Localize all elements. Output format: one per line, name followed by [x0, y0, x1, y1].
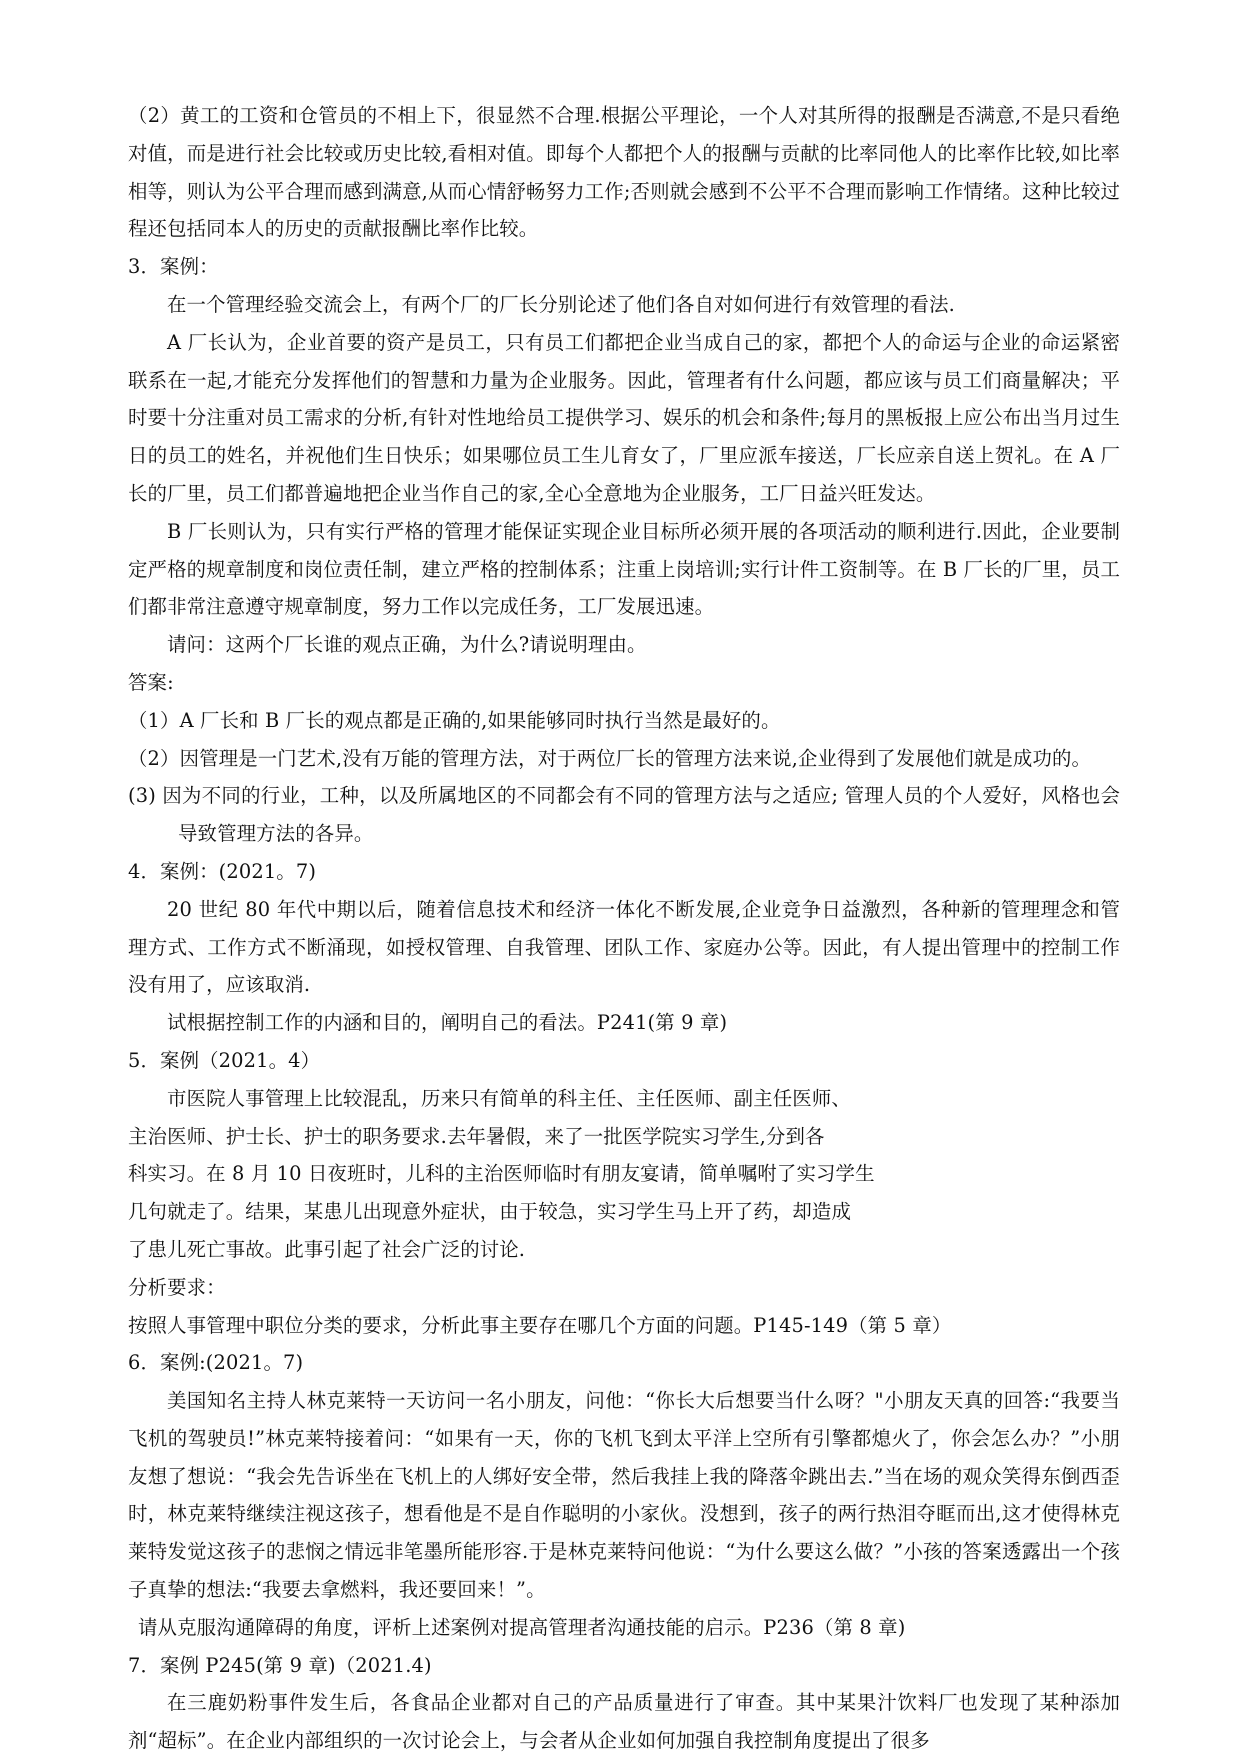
case-5-line-4: 几句就走了。结果，某患儿出现意外症状，由于较急，实习学生马上开了药，却造成 — [128, 1200, 852, 1224]
case-4-question: 试根据控制工作的内涵和目的，阐明自己的看法。P241(第 9 章) — [167, 1011, 728, 1035]
case-5-line-5: 了患儿死亡事故。此事引起了社会广泛的讨论. — [128, 1237, 526, 1261]
case-3-factory-a: A 厂长认为，企业首要的资产是员工，只有员工们都把企业当成自己的家，都把个人的命运与企业的命运紧密联系在一起,才能充分发挥他们的智慧和力量为企业服务。因此，管理者有什么问题，都应该与员工们商量解决；平时要十分注重对员工需求的分析,有针对性地给员工提供学习、娱乐的机会和条件;每月的黑板报上应公布出当月过生日的员工的姓名，并祝他们生日快乐；如果哪位员工生儿育女了，厂里应派车接送，厂长应亲自送上贺礼。在 A 厂长的厂里，员工们都普遍地把企业当作自己的家,全心全意地为企业服务，工厂日益兴旺发达。 — [128, 330, 1120, 505]
case-7-body: 在三鹿奶粉事件发生后，各食品企业都对自己的产品质量进行了审查。其中某果汁饮料厂也发现了某种添加剂“超标”。在企业内部组织的一次讨论会上，与会者从企业如何加强自我控制角度提出了很多 — [128, 1691, 1120, 1753]
analysis-requirement-label: 分析要求： — [128, 1275, 226, 1299]
analysis-requirement-text: 按照人事管理中职位分类的要求，分析此事主要存在哪几个方面的问题。P145-149（第 5 章） — [128, 1313, 952, 1337]
case-5-heading: 5．案例（2021。4） — [128, 1048, 321, 1072]
case-3-intro: 在一个管理经验交流会上，有两个厂的厂长分别论述了他们各自对如何进行有效管理的看法. — [167, 292, 955, 316]
answer-item-2: （2）因管理是一门艺术,没有万能的管理方法，对于两位厂长的管理方法来说,企业得到了发展他们就是成功的。 — [128, 746, 1092, 770]
case-3-question: 请问：这两个厂长谁的观点正确，为什么?请说明理由。 — [167, 633, 647, 657]
case-3-heading: 3．案例： — [128, 255, 219, 279]
case-7-heading: 7．案例 P245(第 9 章)（2021.4) — [128, 1653, 432, 1677]
case-5-line-2: 主治医师、护士长、护士的职务要求.去年暑假，来了一批医学院实习学生,分到各 — [128, 1124, 825, 1148]
case-6-question: 请从克服沟通障碍的角度，评析上述案例对提高管理者沟通技能的启示。P236（第 8 章) — [138, 1615, 906, 1639]
case-4-heading: 4．案例：(2021。7) — [128, 859, 317, 883]
case-4-body: 20 世纪 80 年代中期以后，随着信息技术和经济一体化不断发展,企业竞争日益激烈，各种新的管理理念和管理方式、工作方式不断涌现，如授权管理、自我管理、团队工作、家庭办公等。因此，有人提出管理中的控制工作没有用了，应该取消. — [128, 897, 1120, 997]
case-3-factory-b: B 厂长则认为，只有实行严格的管理才能保证实现企业目标所必须开展的各项活动的顺利进行.因此，企业要制定严格的规章制度和岗位责任制，建立严格的控制体系；注重上岗培训;实行计件工资制等。在 B 厂长的厂里，员工们都非常注意遵守规章制度，努力工作以完成任务，工厂发展迅速。 — [128, 519, 1120, 619]
answer-item-1: （1）A 厂长和 B 厂长的观点都是正确的,如果能够同时执行当然是最好的。 — [128, 708, 781, 732]
answer-paragraph-2: （2）黄工的工资和仓管员的不相上下，很显然不合理.根据公平理论，一个人对其所得的报酬是否满意,不是只看绝对值，而是进行社会比较或历史比较,看相对值。即每个人都把个人的报酬与贡献的比率同他人的比率作比较,如比率相等，则认为公平合理而感到满意,从而心情舒畅努力工作;否则就会感到不公平不合理而影响工作情绪。这种比较过程还包括同本人的历史的贡献报酬比率作比较。 — [128, 104, 1120, 241]
answer-label: 答案: — [128, 670, 174, 694]
case-5-line-1: 市医院人事管理上比较混乱，历来只有简单的科主任、主任医师、副主任医师、 — [167, 1086, 851, 1110]
case-6-body: 美国知名主持人林克莱特一天访问一名小朋友，问他：“你长大后想要当什么呀？"小朋友天真的回答:“我要当飞机的驾驶员!”林克莱特接着问：“如果有一天，你的飞机飞到太平洋上空所有引擎都熄火了，你会怎么办？”小朋友想了想说：“我会先告诉坐在飞机上的人绑好安全带，然后我挂上我的降落伞跳出去.”当在场的观众笑得东倒西歪时，林克莱特继续注视这孩子，想看他是不是自作聪明的小家伙。没想到，孩子的两行热泪夺眶而出,这才使得林克莱特发觉这孩子的悲悯之情远非笔墨所能形容.于是林克莱特问他说：“为什么要这么做？”小孩的答案透露出一个孩子真挚的想法:“我要去拿燃料，我还要回来！”。 — [128, 1389, 1120, 1602]
answer-item-3: (3) 因为不同的行业，工种，以及所属地区的不同都会有不同的管理方法与之适应; 管理人员的个人爱好，风格也会导致管理方法的各异。 — [128, 784, 1120, 846]
case-5-line-3: 科实习。在 8 月 10 日夜班时，儿科的主治医师临时有朋友宴请，简单嘱咐了实习学生 — [128, 1162, 875, 1186]
document-body — [128, 97, 1120, 1760]
case-6-heading: 6．案例:(2021。7) — [128, 1351, 304, 1375]
